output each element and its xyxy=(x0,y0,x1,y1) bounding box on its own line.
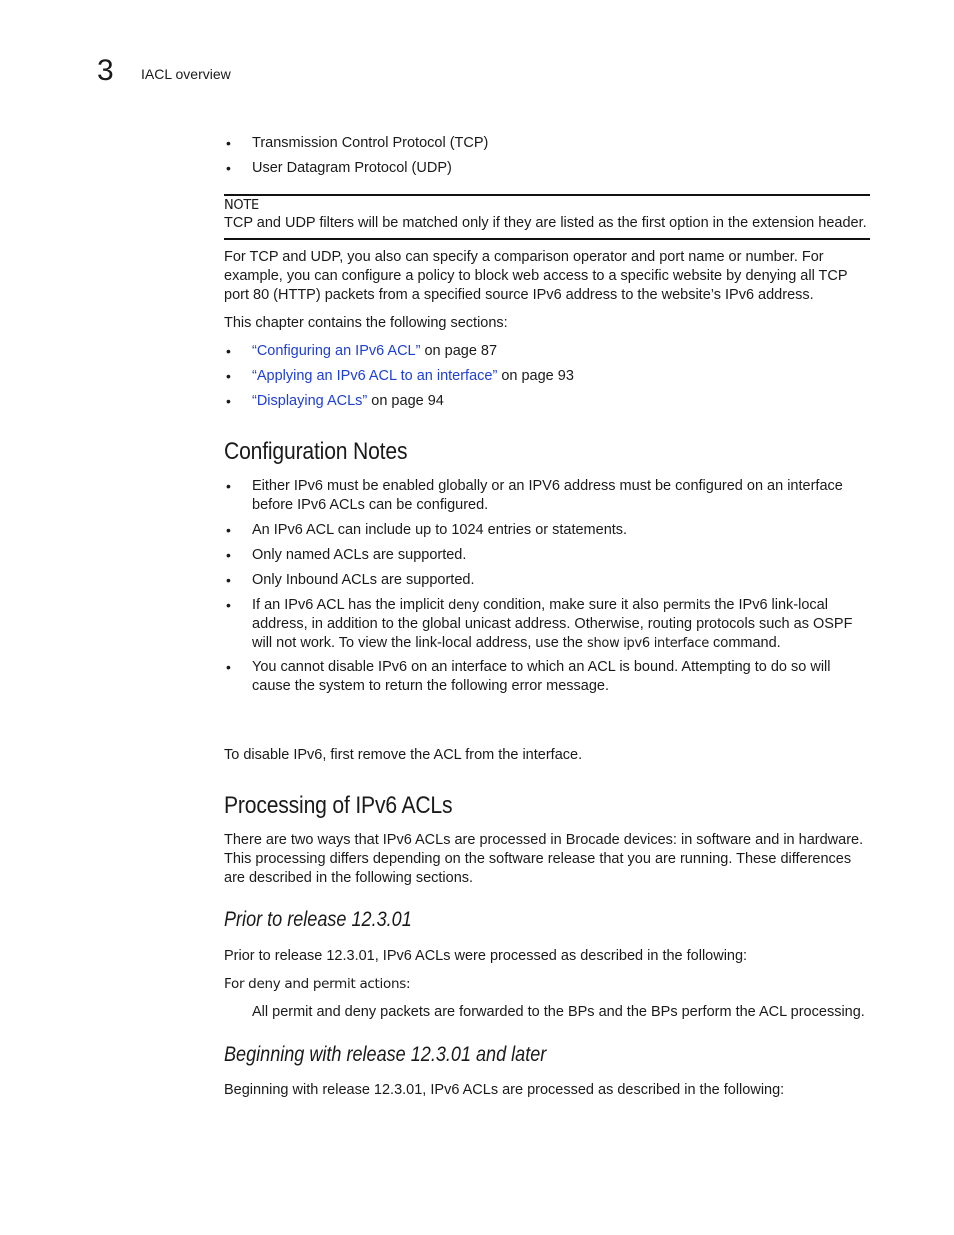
bullet-icon: • xyxy=(226,522,231,538)
tcp-udp-paragraph: For TCP and UDP, you also can specify a comparison operator and port name or number. For example, you can configure a policy to block web access to a specific website by denying all TCP port 80 (HTTP) packets from a specified source IPv6 address to the website’s IPv6 address. xyxy=(224,249,848,303)
bullet-icon: • xyxy=(226,659,231,675)
list-item: Only named ACLs are supported. xyxy=(252,547,467,563)
bullet-icon: • xyxy=(226,547,231,563)
list-item: Either IPv6 must be enabled globally or an IPV6 address must be configured on an interface before IPv6 ACLs can be configured. xyxy=(252,478,843,513)
beginning-paragraph: Beginning with release 12.3.01, IPv6 ACLs are processed as described in the following: xyxy=(224,1082,785,1098)
bullet-icon: • xyxy=(226,160,231,176)
bullet-icon: • xyxy=(226,368,231,384)
heading-configuration-notes: Configuration Notes xyxy=(224,438,408,465)
list-item: Only Inbound ACLs are supported. xyxy=(252,572,475,588)
list-item: An IPv6 ACL can include up to 1024 entries or statements. xyxy=(252,522,628,538)
bullet-icon: • xyxy=(226,343,231,359)
note-label: NOTE xyxy=(224,198,259,213)
processing-paragraph: There are two ways that IPv6 ACLs are processed in Brocade devices: in software and in hardware. This processing differs depending on the software release that you are running. These differences are described in the following sections. xyxy=(224,832,864,886)
list-item: If an IPv6 ACL has the implicit deny condition, make sure it also permits the IPv6 link-local address, in addition to the global unicast address. Otherwise, routing protocols such as OSPF will not work. To view the link-local address, use the show ipv6 interface command. xyxy=(252,597,853,651)
deny-permit-text: All permit and deny packets are forwarded to the BPs and the BPs perform the ACL processing. xyxy=(252,1004,865,1020)
heading-beginning-with-release: Beginning with release 12.3.01 and later xyxy=(224,1043,547,1066)
keyword-deny: deny xyxy=(448,598,480,613)
list-item: “Displaying ACLs” on page 94 xyxy=(252,393,444,409)
list-item: User Datagram Protocol (UDP) xyxy=(252,160,452,176)
deny-permit-label: For deny and permit actions: xyxy=(224,976,411,992)
list-item: “Configuring an IPv6 ACL” on page 87 xyxy=(252,343,498,359)
bullet-icon: • xyxy=(226,478,231,494)
bullet-icon: • xyxy=(226,572,231,588)
list-item: You cannot disable IPv6 on an interface to which an ACL is bound. Attempting to do so will cause the system to return the following error message. xyxy=(252,659,831,694)
bullet-icon: • xyxy=(226,597,231,613)
heading-prior-to-release: Prior to release 12.3.01 xyxy=(224,908,412,931)
heading-processing-ipv6-acls: Processing of IPv6 ACLs xyxy=(224,792,453,819)
link-configuring-ipv6-acl[interactable]: “Configuring an IPv6 ACL” xyxy=(252,343,421,359)
prior-paragraph: Prior to release 12.3.01, IPv6 ACLs were processed as described in the following: xyxy=(224,948,748,964)
keyword-show-ipv6-interface: show ipv6 interface xyxy=(587,636,709,651)
list-item: Transmission Control Protocol (TCP) xyxy=(252,135,489,151)
note-top-rule xyxy=(224,194,870,196)
chapter-number: 3 xyxy=(97,54,114,87)
link-applying-ipv6-acl[interactable]: “Applying an IPv6 ACL to an interface” xyxy=(252,368,498,384)
list-item: “Applying an IPv6 ACL to an interface” on page 93 xyxy=(252,368,574,384)
keyword-permits: permits xyxy=(662,598,711,613)
note-text: TCP and UDP filters will be matched only if they are listed as the first option in the extension header. xyxy=(224,215,867,231)
disable-ipv6-paragraph: To disable IPv6, first remove the ACL from the interface. xyxy=(224,747,583,763)
note-bottom-rule xyxy=(224,238,870,240)
running-title: IACL overview xyxy=(141,66,231,82)
sections-intro: This chapter contains the following sections: xyxy=(224,315,508,331)
link-displaying-acls[interactable]: “Displaying ACLs” xyxy=(252,393,368,409)
bullet-icon: • xyxy=(226,135,231,151)
bullet-icon: • xyxy=(226,393,231,409)
